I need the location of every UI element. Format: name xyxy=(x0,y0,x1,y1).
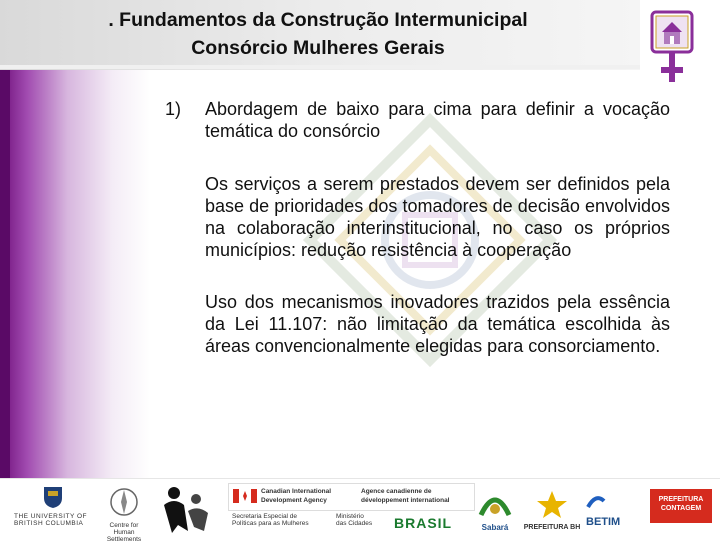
ministerio-cidades-logo xyxy=(336,513,388,527)
mulheres-gerais-logo xyxy=(642,10,702,90)
ubc-line-2: BRITISH COLUMBIA xyxy=(14,520,84,527)
betim-text: BETIM xyxy=(586,515,621,528)
item-number: 1) xyxy=(165,99,182,119)
paragraph-mechanisms: Uso dos mecanismos inovadores trazidos pela essência da Lei 11.107: não limitação da temática escolhida às áreas convencionalmente elegidas para consorciamento. xyxy=(205,292,670,356)
contagem-text: PREFEITURA CONTAGEM xyxy=(658,496,704,512)
cida-en-line-2: Development Agency xyxy=(261,497,327,504)
bh-star-icon xyxy=(535,489,569,519)
brasil-logo xyxy=(394,511,456,535)
compass-icon xyxy=(109,487,139,517)
sabara-logo xyxy=(470,489,520,531)
centre-line-2: Human Settlements xyxy=(106,529,142,543)
secretaria-logo xyxy=(232,513,332,527)
sponsor-footer xyxy=(0,478,720,541)
cida-fr-line-2: développement international xyxy=(361,497,450,504)
betim-swoosh-icon xyxy=(586,493,606,513)
prefeitura-bh-logo xyxy=(522,489,582,531)
ministerio-line-1: Ministério xyxy=(336,513,364,520)
item-title: Abordagem de baixo para cima para definir a vocação temática do consórcio xyxy=(205,99,670,141)
left-purple-band xyxy=(0,40,150,480)
ministerio-line-2: das Cidades xyxy=(336,520,373,527)
page-title xyxy=(0,6,636,62)
cida-fr-line-1: Agence canadienne de xyxy=(361,488,432,495)
sabara-emblem-icon xyxy=(477,489,513,519)
sabara-text: Sabará xyxy=(481,523,509,532)
title-underline xyxy=(0,65,640,69)
centre-human-settlements-logo xyxy=(100,487,148,543)
secretaria-line-1: Secretaria Especial de xyxy=(232,513,298,520)
title-line-2: Consórcio Mulheres Gerais xyxy=(191,37,445,59)
canada-flag-icon xyxy=(233,489,257,503)
cida-en-line-1: Canadian International xyxy=(261,488,332,495)
paragraph-services: Os serviços a serem prestados devem ser definidos pela base de prioridades dos tomadores de decisão envolvidos na colaboração interinstitucional, no caso os próprios municípios: redução resistência à cooperação xyxy=(205,174,670,260)
ubc-logo xyxy=(14,485,94,527)
centre-line-1: Centre for xyxy=(109,522,139,529)
ubc-line-1: THE UNIVERSITY OF xyxy=(14,513,88,520)
secretaria-line-2: Políticas para as Mulheres xyxy=(232,520,309,527)
contagem-logo xyxy=(650,489,712,523)
title-line-1: . Fundamentos da Construção Intermunicipal xyxy=(108,9,528,31)
list-item xyxy=(165,98,670,142)
prefeitura-bh-text: PREFEITURA BH xyxy=(523,524,581,531)
human-figures-icon xyxy=(158,483,214,535)
cida-logo xyxy=(228,483,475,511)
brasil-text: BRASIL xyxy=(394,515,453,531)
betim-logo xyxy=(586,493,642,531)
main-content xyxy=(165,98,670,357)
ubc-crest-icon xyxy=(42,485,64,509)
